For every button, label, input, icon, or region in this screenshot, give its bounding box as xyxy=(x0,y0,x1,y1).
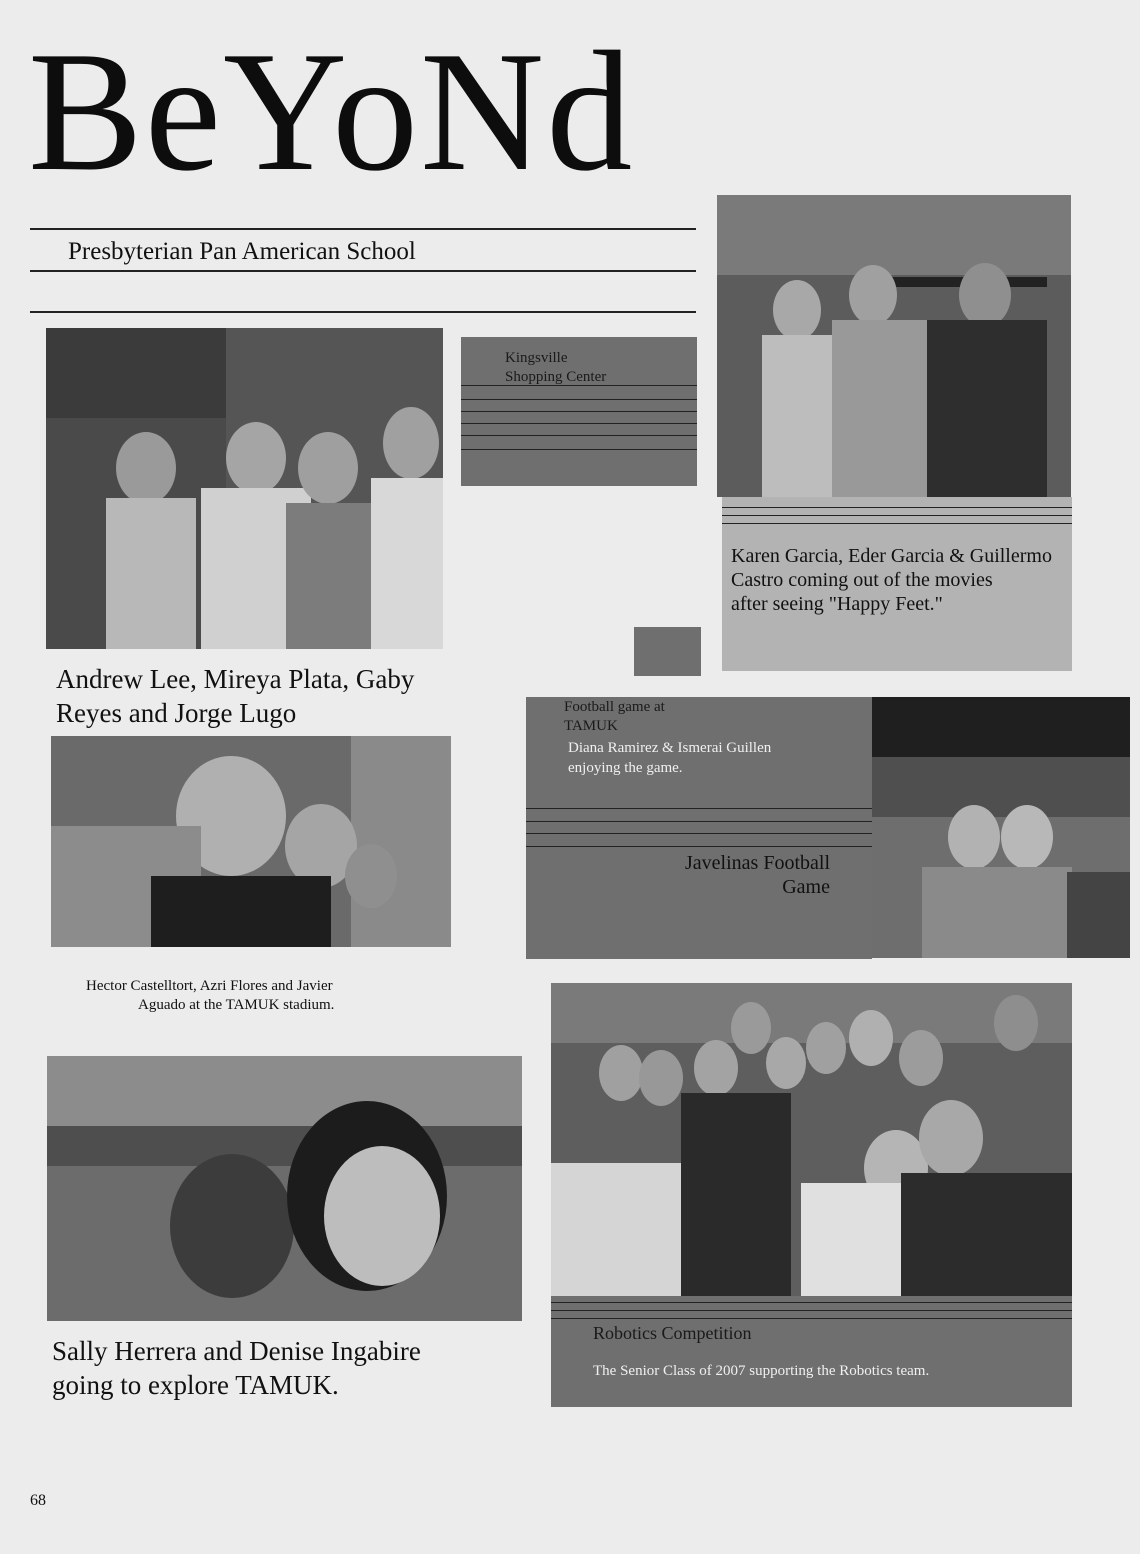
movies-caption-line3: after seeing "Happy Feet." xyxy=(731,593,943,615)
school-name: Presbyterian Pan American School xyxy=(68,238,416,265)
group1-caption-line2: Reyes and Jorge Lugo xyxy=(56,698,297,728)
robotics-caption: The Senior Class of 2007 supporting the Robotics team. xyxy=(593,1363,930,1379)
header-rule-top xyxy=(30,228,696,230)
photo-bus-selfie xyxy=(47,1056,522,1321)
kingsville-line-b xyxy=(461,399,697,400)
football-title-line2: Game xyxy=(782,876,830,898)
kingsville-line1: Kingsville xyxy=(505,350,568,366)
bus-caption-line2: going to explore TAMUK. xyxy=(52,1370,339,1400)
page-title: BeYoNd xyxy=(28,17,635,207)
kingsville-line-a xyxy=(461,385,697,386)
stadium-caption-line2: Aguado at the TAMUK stadium. xyxy=(138,997,335,1013)
group1-caption-line1: Andrew Lee, Mireya Plata, Gaby xyxy=(56,664,415,694)
football-line4: enjoying the game. xyxy=(568,760,683,776)
page-number: 68 xyxy=(30,1492,46,1509)
kingsville-line-f xyxy=(461,449,697,450)
football-title-line1: Javelinas Football xyxy=(685,852,830,874)
kingsville-box xyxy=(461,337,697,486)
movies-caption-box xyxy=(722,497,1072,671)
football-box xyxy=(526,697,872,959)
football-rule-c xyxy=(526,833,872,834)
robotics-rule-a xyxy=(551,1302,1072,1303)
bus-caption-line1: Sally Herrera and Denise Ingabire xyxy=(52,1336,421,1366)
robotics-title: Robotics Competition xyxy=(593,1323,752,1343)
kingsville-line-e xyxy=(461,435,697,436)
football-rule-a xyxy=(526,808,872,809)
football-line3: Diana Ramirez & Ismerai Guillen xyxy=(568,740,772,756)
football-rule-d xyxy=(526,846,872,847)
photo-shopping-group xyxy=(46,328,443,649)
movies-line-c xyxy=(722,523,1072,524)
robotics-rule-b xyxy=(551,1310,1072,1311)
decorative-square xyxy=(634,627,701,676)
movies-line-a xyxy=(722,507,1072,508)
football-line2: TAMUK xyxy=(564,718,618,734)
photo-stadium-trio xyxy=(51,736,451,947)
kingsville-line-c xyxy=(461,411,697,412)
photo-movies-trio xyxy=(717,195,1071,497)
header-rule-bottom xyxy=(30,311,696,313)
robotics-rule-c xyxy=(551,1318,1072,1319)
movies-caption-line2: Castro coming out of the movies xyxy=(731,569,993,591)
movies-caption-line1: Karen Garcia, Eder Garcia & Guillermo xyxy=(731,545,1052,567)
football-line1: Football game at xyxy=(564,699,665,715)
football-rule-b xyxy=(526,821,872,822)
photo-robotics-group xyxy=(551,983,1072,1296)
stadium-caption-line1: Hector Castelltort, Azri Flores and Javier xyxy=(86,978,333,994)
kingsville-line2: Shopping Center xyxy=(505,369,607,385)
robotics-caption-box xyxy=(551,1296,1072,1407)
header-rule-middle xyxy=(30,270,696,272)
movies-line-b xyxy=(722,515,1072,516)
photo-football-game xyxy=(872,697,1130,958)
kingsville-line-d xyxy=(461,423,697,424)
